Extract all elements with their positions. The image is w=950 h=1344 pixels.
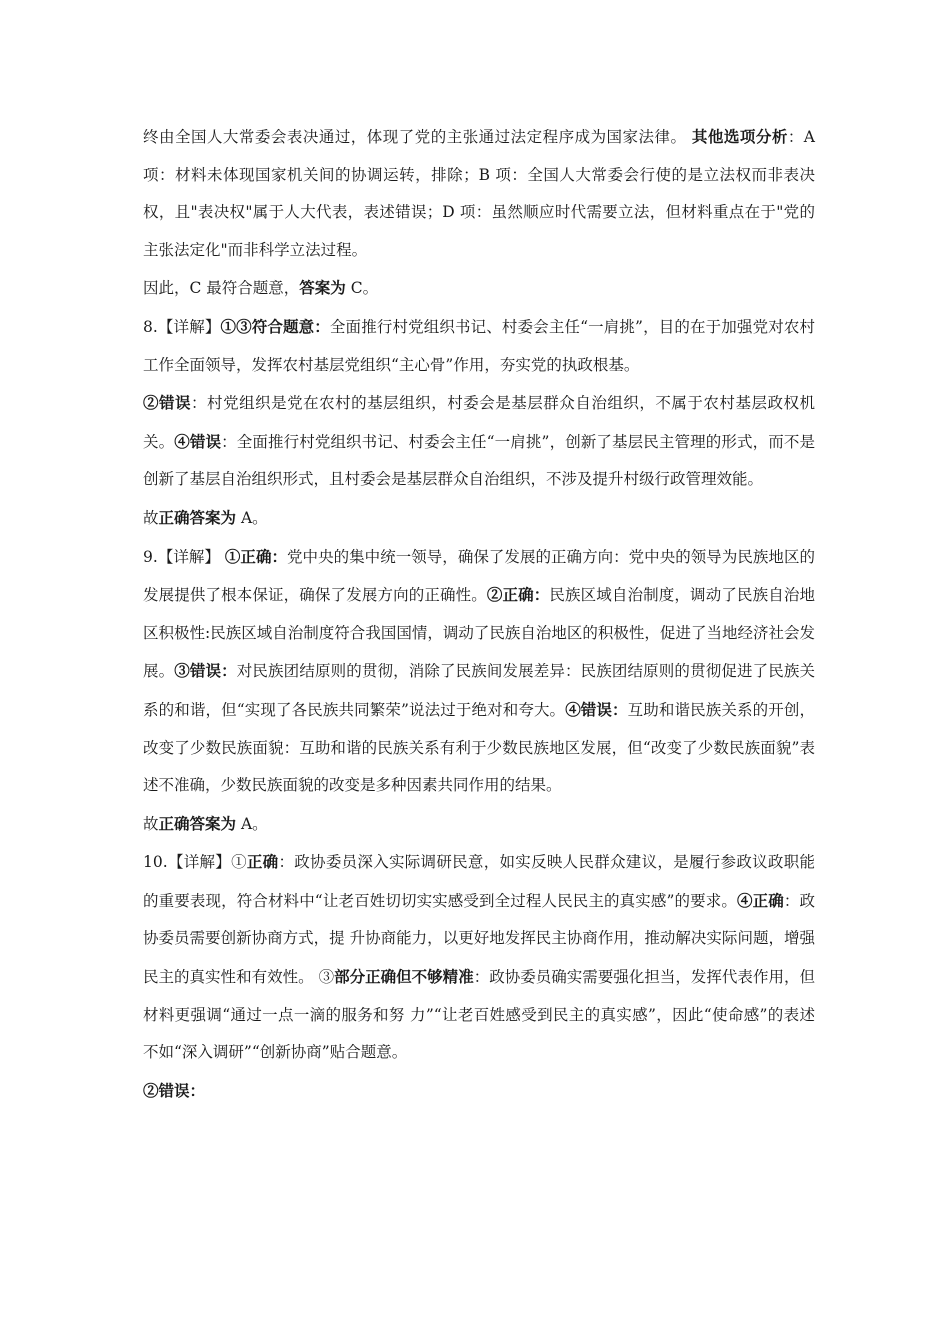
paragraph-q10-detail: 10.【详解】①正确：政协委员深入实际调研民意，如实反映人民群众建议，是履行参政议政职能的重要表现，符合材料中“让老百姓切切实实感受到全过程人民民主的真实感”的要求。④正确：政协委员需要创新协商方式，提 升协商能力，以更好地发挥民主协商作用，推动解决实际问题，增强民主的真实性和有效性。 ③部分正确但不够精准：政协委员确实需要强化担当，发挥代表作用，但材料更强调“通过一点一滴的服务和努 力”“让老百姓感受到民主的真实感”，因此“使命感”的表述不如“深入调研”“创新协商”贴合题意。 [143, 852, 815, 1062]
paragraph-q10-error: ②错误： [143, 1080, 206, 1100]
paragraph-q8-errors: ②错误：村党组织是党在农村的基层组织，村委会是基层群众自治组织，不属于农村基层政权机关。④错误：全面推行村党组织书记、村委会主任“一肩挑”，创新了基层民主管理的形式，而不是创新了基层自治组织形式，且村委会是基层群众自治组织，不涉及提升村级行政管理效能。 [143, 393, 815, 489]
paragraph-q9-detail: 9.【详解】 ①正确：党中央的集中统一领导，确保了发展的正确方向：党中央的领导为民族地区的发展提供了根本保证，确保了发展方向的正确性。②正确：民族区域自治制度，调动了民族自治地区积极性:民族区域自治制度符合我国国情，调动了民族自治地区的积极性，促进了当地经济社会发展。③错误：对民族团结原则的贯彻，消除了民族间发展差异：民族团结原则的贯彻促进了民族关系的和谐，但“实现了各民族共同繁荣”说法过于绝对和夸大。④错误：互助和谐民族关系的开创，改变了少数民族面貌：互助和谐的民族关系有利于少数民族地区发展，但“改变了少数民族面貌”表述不准确，少数民族面貌的改变是多种因素共同作用的结果。 [143, 546, 815, 795]
paragraph-answer-8: 故正确答案为 A。 [143, 507, 268, 527]
document-page [143, 118, 815, 1110]
paragraph-answer-7: 因此，C 最符合题意，答案为 C。 [143, 278, 379, 298]
paragraph-answer-9: 故正确答案为 A。 [143, 813, 268, 833]
paragraph-analysis-7: 终由全国人大常委会表决通过，体现了党的主张通过法定程序成为国家法律。 其他选项分析：A 项：材料未体现国家机关间的协调运转，排除；B 项：全国人大常委会行使的是立法权而非表决权，且"表决权"属于人大代表，表述错误；D 项：虽然顺应时代需要立法，但材料重点在于"党的主张法定化"而非科学立法过程。 [143, 127, 815, 259]
paragraph-q8-detail: 8.【详解】①③符合题意：全面推行村党组织书记、村委会主任“一肩挑”，目的在于加强党对农村工作全面领导，发挥农村基层党组织“主心骨”作用，夯实党的执政根基。 [143, 316, 815, 374]
